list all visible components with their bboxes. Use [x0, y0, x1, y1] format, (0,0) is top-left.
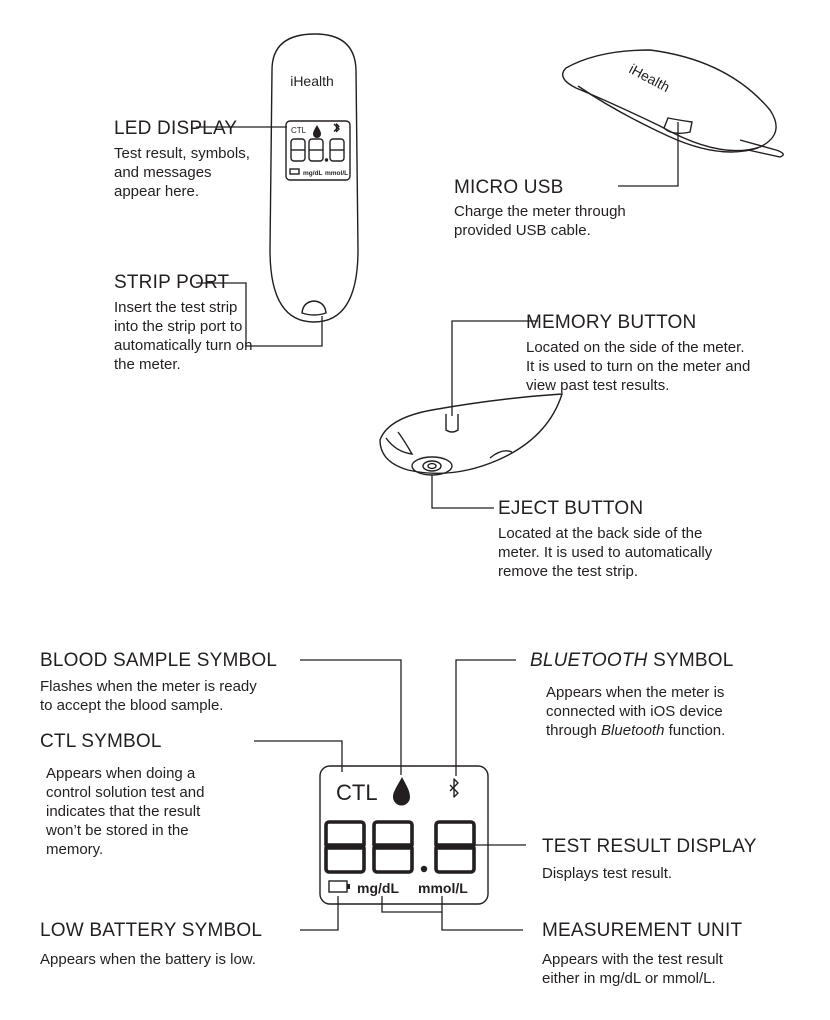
lcd-ctl-symbol: CTL: [336, 780, 378, 805]
eject-button-shape: [412, 457, 452, 475]
test-result-desc: Displays test result.: [542, 865, 673, 882]
meter-lcd-ctl: CTL: [291, 126, 307, 135]
led-display-desc: Test result, symbols, and messages appear here.: [114, 145, 250, 200]
memory-button-title: MEMORY BUTTON: [526, 312, 697, 333]
strip-port-title: STRIP PORT: [114, 272, 230, 293]
blood-sample-title: BLOOD SAMPLE SYMBOL: [40, 650, 278, 671]
bluetooth-symbol-desc: Appears when the meter is connected with iOS device through Bluetooth function.: [546, 684, 726, 739]
eject-button-desc: Located at the back side of the meter. It is used to automatically remove the test strip.: [498, 525, 713, 580]
blood-sample-desc: Flashes when the meter is ready to accept the blood sample.: [40, 678, 257, 714]
ctl-symbol-title: CTL SYMBOL: [40, 731, 162, 752]
meter-lcd-unit-mmol: mmol/L: [325, 170, 349, 177]
ctl-symbol-desc: Appears when doing a control solution test and indicates that the result won’t be stored in the memory.: [46, 765, 205, 858]
test-result-title: TEST RESULT DISPLAY: [542, 836, 757, 857]
micro-usb-desc: Charge the meter through provided USB cable.: [454, 203, 626, 239]
strip-port-desc: Insert the test strip into the strip port to automatically turn on the meter.: [114, 299, 253, 373]
lcd-unit-mmol: mmol/L: [418, 880, 468, 896]
meter-lcd-unit-mg: mg/dL: [303, 170, 323, 177]
memory-button-desc: Located on the side of the meter. It is used to turn on the meter and view past test results.: [526, 339, 751, 394]
lcd-test-result-digits: [326, 822, 474, 872]
lcd-battery-icon: [329, 881, 347, 892]
usb-view-brand-label: iHealth: [626, 60, 673, 96]
led-display-title: LED DISPLAY: [114, 118, 238, 139]
meter-lcd-bluetooth-icon: [334, 124, 339, 132]
meter-front-view: [270, 34, 358, 322]
measurement-unit-title: MEASUREMENT UNIT: [542, 920, 743, 941]
meter-usb-view: [563, 50, 784, 157]
low-battery-title: LOW BATTERY SYMBOL: [40, 920, 263, 941]
meter-lcd-digits: [291, 139, 344, 161]
eject-button-title: EJECT BUTTON: [498, 498, 644, 519]
bluetooth-symbol-title: BLUETOOTH SYMBOL: [530, 650, 734, 671]
lcd-bluetooth-icon: [450, 779, 458, 797]
low-battery-desc: Appears when the battery is low.: [40, 951, 256, 968]
meter-lcd-battery-icon: [290, 169, 299, 174]
micro-usb-title: MICRO USB: [454, 177, 564, 198]
large-lcd-display: [320, 766, 488, 904]
lcd-unit-mg: mg/dL: [357, 880, 399, 896]
meter-brand-label: iHealth: [290, 73, 334, 89]
memory-button-shape: [446, 414, 458, 432]
lcd-blood-drop-icon: [393, 777, 410, 806]
meter-side-view: [380, 394, 562, 475]
measurement-unit-desc: Appears with the test result either in mg/dL or mmol/L.: [542, 951, 723, 987]
meter-strip-port: [302, 301, 326, 315]
meter-lcd-drop-icon: [313, 125, 321, 138]
